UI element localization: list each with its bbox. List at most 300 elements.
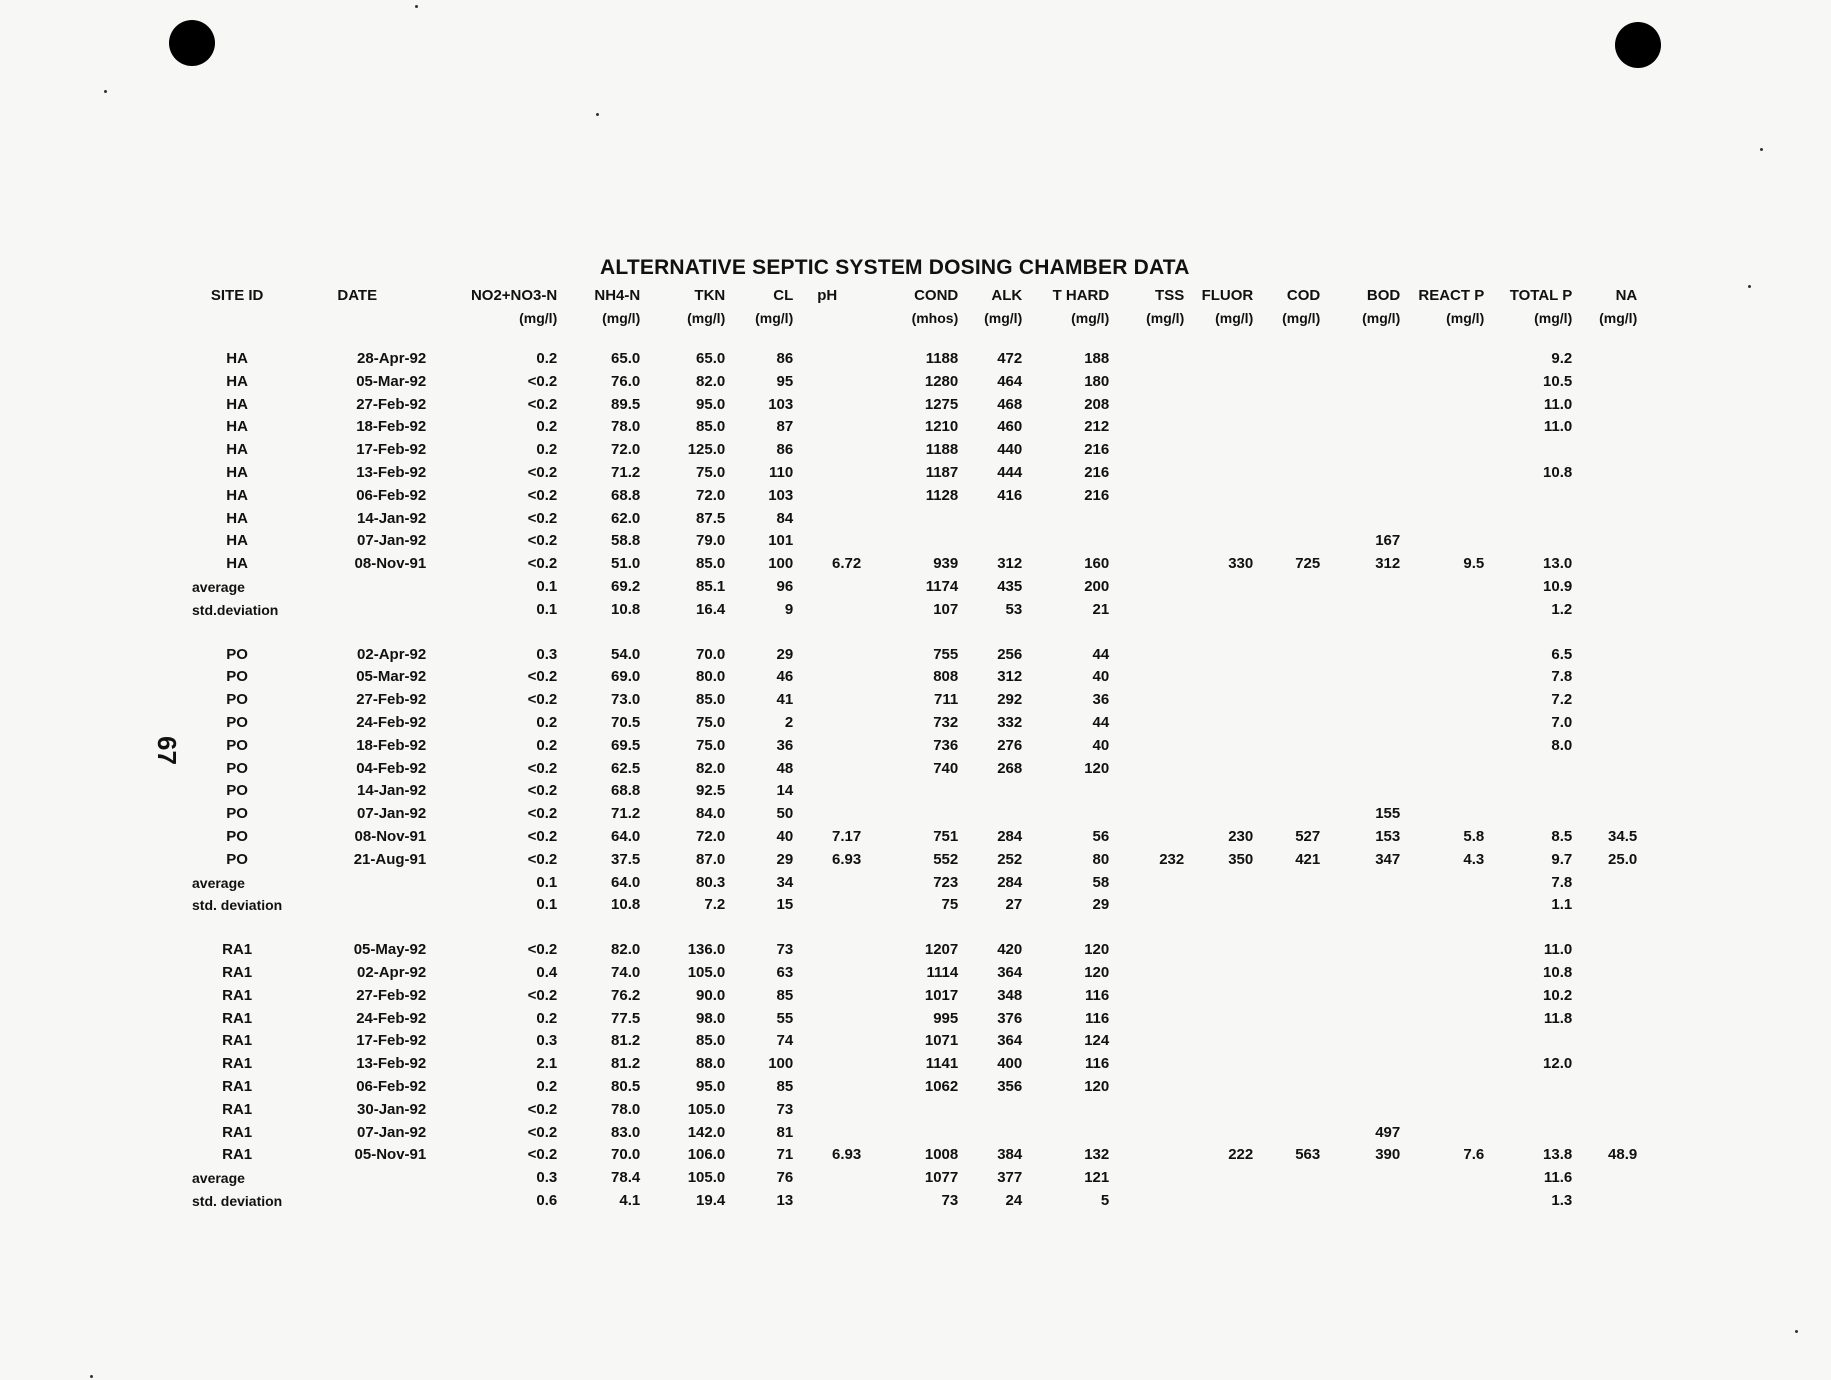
cell-thard: 188: [1084, 350, 1110, 367]
cell-cl: 103: [768, 395, 794, 413]
cell-totalp: 9.7: [1551, 850, 1573, 868]
cell-cl: 76: [776, 1169, 794, 1187]
cell-totalp: 7.8: [1551, 873, 1573, 891]
cell-reactp: [1400, 1167, 1484, 1190]
cell-bod: [1320, 689, 1400, 712]
cell-alk: 400: [997, 1055, 1023, 1073]
cell-na: [1572, 803, 1637, 826]
column-unit-tkn: (mg/l): [687, 310, 726, 326]
cell-thard: 44: [1092, 713, 1110, 731]
cell-na: [1572, 985, 1637, 1008]
cell-fluor: [1184, 894, 1253, 917]
cell-site: PO: [226, 759, 248, 777]
cell-date: 17-Feb-92: [356, 1032, 427, 1050]
cell-na: [1572, 394, 1637, 417]
cell-reactp: 9.5: [1463, 555, 1485, 573]
cell-cod: [1253, 576, 1320, 599]
cell-cond: 711: [934, 691, 959, 709]
table-row: [192, 394, 1637, 417]
cell-cl: 41: [776, 691, 794, 709]
column-header-tss: TSS: [1155, 287, 1185, 304]
cell-fluor: [1184, 985, 1253, 1008]
cell-cod: [1253, 462, 1320, 485]
summary-row: [192, 576, 1637, 599]
cell-date: 05-Mar-92: [356, 668, 427, 686]
cell-fluor: [1184, 1122, 1253, 1145]
cell-alk: 376: [997, 1009, 1023, 1027]
cell-thard: [1022, 780, 1109, 803]
cell-cond: 552: [933, 850, 959, 868]
cell-tkn: 87.0: [696, 850, 726, 868]
speck: [1760, 148, 1763, 151]
cell-na: [1572, 439, 1637, 462]
cell-totalp: 1.1: [1551, 896, 1573, 914]
cell-cod: [1253, 644, 1320, 667]
cell-thard: [1022, 1122, 1109, 1145]
table-row: [192, 803, 1637, 826]
cell-cond: 1008: [924, 1146, 959, 1164]
table-row: [192, 1076, 1637, 1099]
cell-cod: [1253, 735, 1320, 758]
cell-fluor: [1184, 712, 1253, 735]
cell-reactp: 7.6: [1463, 1146, 1485, 1164]
column-unit-alk: (mg/l): [984, 310, 1023, 326]
cell-tkn: 70.0: [696, 645, 726, 663]
cell-cod: [1253, 1190, 1320, 1213]
cell-totalp: [1484, 1099, 1572, 1122]
cell-tss: [1109, 530, 1184, 553]
cell-tkn: 105.0: [687, 1169, 726, 1187]
cell-reactp: [1400, 462, 1484, 485]
cell-alk: 312: [997, 555, 1023, 573]
cell-na: [1572, 1030, 1637, 1053]
cell-tss: [1109, 462, 1184, 485]
column-unit-cod: (mg/l): [1282, 310, 1321, 326]
page-number: 67: [151, 736, 182, 765]
cell-no2no3: <0.2: [527, 463, 558, 481]
speck: [90, 1375, 93, 1378]
cell-reactp: [1400, 962, 1484, 985]
cell-tkn: 87.5: [696, 509, 726, 527]
table-row: [192, 780, 1637, 803]
cell-fluor: 350: [1228, 850, 1254, 868]
cell-fluor: [1184, 371, 1253, 394]
cell-thard: 80: [1092, 850, 1110, 868]
cell-totalp: [1484, 780, 1572, 803]
row-spacer: [192, 330, 1637, 348]
cell-thard: 40: [1092, 736, 1110, 754]
column-header-totalp: TOTAL P: [1509, 287, 1573, 304]
cell-cl: 85: [776, 986, 794, 1004]
cell-bod: [1320, 758, 1400, 781]
cell-fluor: [1184, 962, 1253, 985]
cell-cod: [1253, 348, 1320, 371]
cell-date: 27-Feb-92: [356, 395, 427, 413]
cell-site: average: [192, 578, 245, 595]
cell-fluor: [1184, 1099, 1253, 1122]
cell-tkn: 85.0: [696, 1032, 726, 1050]
cell-site: HA: [226, 441, 248, 459]
cell-date: 17-Feb-92: [356, 441, 427, 459]
cell-date: 14-Jan-92: [357, 782, 427, 800]
cell-cod: [1253, 1030, 1320, 1053]
row-spacer: [192, 622, 1637, 644]
cell-thard: 216: [1084, 486, 1110, 504]
cell-reactp: [1400, 1122, 1484, 1145]
cell-tkn: 19.4: [696, 1191, 726, 1209]
column-header-date: DATE: [337, 287, 378, 304]
cell-na: [1572, 1167, 1637, 1190]
table-row: [192, 689, 1637, 712]
cell-ph: [793, 576, 861, 599]
cell-cl: 29: [776, 850, 794, 868]
cell-bod: [1320, 439, 1400, 462]
cell-ph: [793, 530, 861, 553]
cell-ph: 6.72: [832, 555, 862, 573]
cell-thard: 208: [1084, 395, 1110, 413]
punch-hole-right: [1615, 22, 1661, 68]
cell-no2no3: <0.2: [527, 668, 558, 686]
cell-tss: [1109, 599, 1184, 622]
cell-site: RA1: [222, 1055, 253, 1073]
cell-cond: 107: [933, 600, 959, 618]
summary-row: [192, 894, 1637, 917]
cell-alk: [958, 780, 1022, 803]
cell-date: [282, 872, 432, 895]
cell-nh4: 4.1: [619, 1191, 641, 1209]
summary-row: [192, 1167, 1637, 1190]
cell-cond: 1174: [925, 577, 959, 595]
cell-alk: 284: [997, 827, 1023, 845]
cell-na: 34.5: [1608, 827, 1638, 845]
cell-reactp: [1400, 985, 1484, 1008]
cell-reactp: [1400, 599, 1484, 622]
cell-nh4: 51.0: [611, 555, 641, 573]
cell-cond: 1210: [924, 418, 959, 436]
cell-no2no3: 0.2: [536, 1009, 558, 1027]
cell-alk: 312: [997, 668, 1023, 686]
cell-na: [1572, 1122, 1637, 1145]
table-row: [192, 1122, 1637, 1145]
cell-tss: 232: [1159, 850, 1185, 868]
cell-tss: [1109, 576, 1184, 599]
column-header-na: NA: [1615, 287, 1638, 304]
cell-ph: [793, 1008, 861, 1031]
row-spacer: [192, 917, 1637, 939]
cell-nh4: 69.2: [611, 577, 641, 595]
cell-cond: 939: [933, 555, 959, 573]
cell-ph: [793, 780, 861, 803]
cell-nh4: 69.0: [611, 668, 641, 686]
cell-thard: 116: [1085, 1055, 1110, 1073]
cell-cond: 1275: [924, 395, 959, 413]
cell-na: [1572, 758, 1637, 781]
cell-totalp: 11.0: [1543, 418, 1573, 436]
cell-tkn: 7.2: [704, 896, 726, 914]
cell-alk: 440: [997, 441, 1023, 459]
cell-tss: [1109, 803, 1184, 826]
cell-na: [1572, 508, 1637, 531]
cell-date: 18-Feb-92: [356, 736, 427, 754]
cell-fluor: [1184, 599, 1253, 622]
cell-site: HA: [226, 372, 248, 390]
cell-date: 21-Aug-91: [353, 850, 427, 868]
cell-no2no3: <0.2: [527, 395, 558, 413]
cell-site: RA1: [222, 1123, 253, 1141]
cell-tkn: 75.0: [696, 713, 726, 731]
cell-na: [1572, 1008, 1637, 1031]
cell-nh4: 64.0: [611, 873, 641, 891]
cell-totalp: 7.0: [1551, 713, 1573, 731]
cell-totalp: 6.5: [1551, 645, 1573, 663]
table-row: [192, 553, 1637, 576]
cell-tkn: 125.0: [687, 441, 726, 459]
cell-thard: 180: [1084, 372, 1110, 390]
cell-nh4: 83.0: [611, 1123, 641, 1141]
cell-date: [282, 599, 432, 622]
column-header-nh4: NH4-N: [594, 287, 641, 304]
cell-totalp: 10.8: [1543, 963, 1573, 981]
cell-alk: 24: [1005, 1191, 1023, 1209]
cell-nh4: 68.8: [611, 782, 641, 800]
cell-cl: 48: [776, 759, 794, 777]
cell-tss: [1109, 1122, 1184, 1145]
cell-tkn: 95.0: [696, 395, 726, 413]
cell-cond: 73: [941, 1191, 959, 1209]
cell-thard: [1022, 530, 1109, 553]
cell-date: [282, 576, 432, 599]
cell-cond: 1017: [924, 986, 959, 1004]
cell-reactp: [1400, 1190, 1484, 1213]
cell-fluor: [1184, 462, 1253, 485]
cell-cl: 36: [776, 736, 794, 754]
cell-ph: [793, 644, 861, 667]
cell-reactp: [1400, 872, 1484, 895]
cell-no2no3: 0.4: [536, 963, 558, 981]
cell-cond: 75: [941, 896, 959, 914]
cell-fluor: [1184, 416, 1253, 439]
cell-fluor: [1184, 508, 1253, 531]
column-unit-tss: (mg/l): [1146, 310, 1185, 326]
column-unit-ph: [793, 307, 861, 330]
cell-reactp: [1400, 416, 1484, 439]
cell-fluor: [1184, 758, 1253, 781]
cell-site: PO: [226, 850, 248, 868]
cell-bod: [1320, 1167, 1400, 1190]
cell-cod: 563: [1295, 1146, 1321, 1164]
cell-tkn: 105.0: [687, 963, 726, 981]
column-header-row: [192, 284, 1637, 307]
summary-row: [192, 1190, 1637, 1213]
cell-ph: [793, 1053, 861, 1076]
table-row: [192, 1008, 1637, 1031]
cell-nh4: 69.5: [611, 736, 641, 754]
cell-no2no3: <0.2: [527, 850, 558, 868]
table-row: [192, 1144, 1637, 1167]
cell-tss: [1109, 712, 1184, 735]
column-unit-thard: (mg/l): [1071, 310, 1110, 326]
cell-cond: 732: [933, 713, 959, 731]
cell-tss: [1109, 1030, 1184, 1053]
cell-date: 02-Apr-92: [357, 963, 427, 981]
cell-bod: [1320, 1099, 1400, 1122]
cell-cod: [1253, 939, 1320, 962]
cell-cond: 1062: [924, 1077, 959, 1095]
cell-fluor: [1184, 394, 1253, 417]
cell-nh4: 68.8: [611, 486, 641, 504]
cell-bod: [1320, 1030, 1400, 1053]
cell-bod: 497: [1375, 1123, 1401, 1141]
cell-date: 05-May-92: [353, 941, 427, 959]
cell-thard: [1022, 803, 1109, 826]
cell-bod: [1320, 371, 1400, 394]
table-row: [192, 348, 1637, 371]
cell-site: average: [192, 874, 245, 891]
cell-bod: [1320, 416, 1400, 439]
cell-cl: 46: [776, 668, 794, 686]
cell-cond: [861, 803, 958, 826]
cell-ph: [793, 939, 861, 962]
cell-totalp: [1484, 508, 1572, 531]
cell-alk: 348: [997, 986, 1023, 1004]
cell-bod: [1320, 1053, 1400, 1076]
cell-date: 07-Jan-92: [357, 805, 427, 823]
cell-site: PO: [226, 782, 248, 800]
column-unit-nh4: (mg/l): [602, 310, 641, 326]
cell-bod: 167: [1375, 532, 1401, 550]
cell-na: [1572, 872, 1637, 895]
cell-na: [1572, 553, 1637, 576]
cell-na: [1572, 599, 1637, 622]
cell-totalp: 13.8: [1543, 1146, 1573, 1164]
cell-cl: 84: [776, 509, 794, 527]
cell-totalp: 11.0: [1543, 395, 1573, 413]
cell-alk: 435: [997, 577, 1023, 595]
cell-nh4: 10.8: [611, 896, 641, 914]
cell-cl: 9: [784, 600, 794, 618]
cell-date: 27-Feb-92: [356, 986, 427, 1004]
cell-tss: [1109, 1190, 1184, 1213]
cell-totalp: 8.5: [1551, 827, 1573, 845]
cell-ph: [793, 599, 861, 622]
cell-cod: [1253, 1008, 1320, 1031]
cell-cl: 85: [776, 1077, 794, 1095]
cell-cond: [861, 1099, 958, 1122]
cell-reactp: [1400, 1030, 1484, 1053]
cell-alk: 364: [997, 1032, 1023, 1050]
cell-cl: 100: [768, 555, 794, 573]
cell-reactp: [1400, 1008, 1484, 1031]
cell-tss: [1109, 348, 1184, 371]
cell-bod: [1320, 712, 1400, 735]
cell-tkn: 85.1: [696, 577, 726, 595]
cell-reactp: [1400, 348, 1484, 371]
cell-fluor: 230: [1228, 827, 1254, 845]
cell-reactp: [1400, 712, 1484, 735]
cell-bod: [1320, 962, 1400, 985]
table-row: [192, 1053, 1637, 1076]
cell-ph: [793, 758, 861, 781]
cell-ph: [793, 666, 861, 689]
cell-cl: 15: [776, 896, 794, 914]
cell-ph: [793, 894, 861, 917]
cell-totalp: 11.8: [1543, 1009, 1573, 1027]
table-row: [192, 939, 1637, 962]
cell-bod: [1320, 872, 1400, 895]
cell-ph: 6.93: [832, 850, 862, 868]
cell-bod: [1320, 939, 1400, 962]
cell-cl: 81: [776, 1123, 794, 1141]
column-header-fluor: FLUOR: [1201, 287, 1254, 304]
cell-fluor: [1184, 576, 1253, 599]
cell-totalp: 1.2: [1551, 600, 1573, 618]
cell-reactp: [1400, 576, 1484, 599]
cell-fluor: [1184, 666, 1253, 689]
cell-cond: 1187: [925, 463, 959, 481]
cell-totalp: [1484, 758, 1572, 781]
cell-reactp: [1400, 394, 1484, 417]
cell-cl: 2: [784, 713, 794, 731]
cell-cond: 808: [933, 668, 959, 686]
cell-bod: [1320, 1008, 1400, 1031]
cell-cod: 725: [1295, 555, 1321, 573]
cell-tss: [1109, 1076, 1184, 1099]
cell-tkn: 80.3: [696, 873, 726, 891]
cell-tss: [1109, 1053, 1184, 1076]
cell-reactp: [1400, 894, 1484, 917]
cell-thard: 216: [1084, 463, 1110, 481]
cell-thard: 44: [1092, 645, 1110, 663]
cell-thard: 120: [1084, 963, 1110, 981]
cell-nh4: 64.0: [611, 827, 641, 845]
cell-ph: [793, 416, 861, 439]
cell-na: [1572, 735, 1637, 758]
cell-date: 13-Feb-92: [356, 1055, 427, 1073]
table-row: [192, 826, 1637, 849]
cell-cod: [1253, 508, 1320, 531]
cell-cod: [1253, 371, 1320, 394]
cell-cl: 101: [768, 532, 794, 550]
cell-cl: 71: [776, 1146, 794, 1164]
cell-na: [1572, 371, 1637, 394]
cell-no2no3: <0.2: [527, 1146, 558, 1164]
cell-cl: 34: [776, 873, 794, 891]
table-row: [192, 508, 1637, 531]
cell-ph: [793, 872, 861, 895]
cell-no2no3: <0.2: [527, 691, 558, 709]
cell-bod: [1320, 348, 1400, 371]
cell-na: [1572, 530, 1637, 553]
cell-reactp: [1400, 689, 1484, 712]
cell-ph: [793, 985, 861, 1008]
cell-na: [1572, 462, 1637, 485]
table-body: [192, 330, 1637, 1213]
cell-tkn: 105.0: [687, 1100, 726, 1118]
cell-cond: 751: [933, 827, 959, 845]
cell-reactp: [1400, 1053, 1484, 1076]
cell-tss: [1109, 758, 1184, 781]
table-row: [192, 849, 1637, 872]
cell-cod: [1253, 1167, 1320, 1190]
cell-cod: [1253, 872, 1320, 895]
cell-no2no3: <0.2: [527, 1100, 558, 1118]
table-row: [192, 1099, 1637, 1122]
cell-alk: 416: [997, 486, 1023, 504]
cell-tss: [1109, 826, 1184, 849]
cell-ph: [793, 712, 861, 735]
cell-alk: 364: [997, 963, 1023, 981]
cell-date: 06-Feb-92: [356, 1077, 427, 1095]
